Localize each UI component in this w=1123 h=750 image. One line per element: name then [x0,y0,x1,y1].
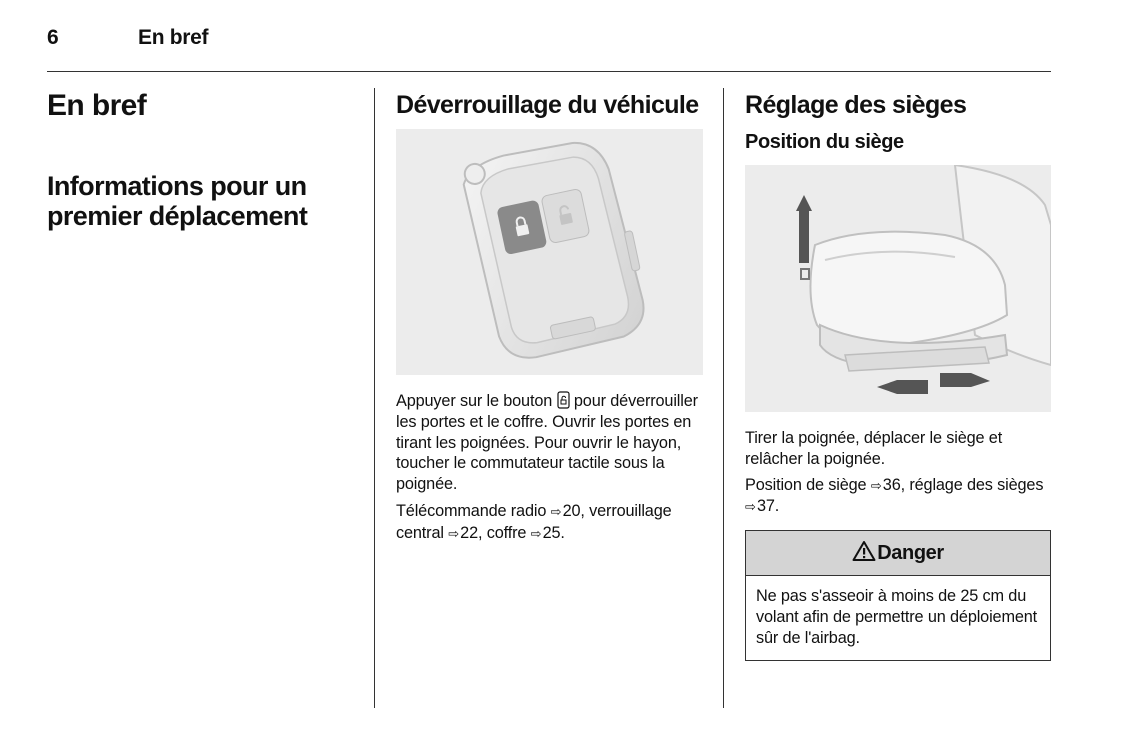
seat-references [745,475,1051,519]
ref-text-end: . [774,497,780,516]
unlock-text-end: pour déverrouiller les portes et le coffre. Ouvrir les portes en tirant les poignées. Pour ouvrir le hayon, toucher le commutateur tactile sous la poignée. [396,392,698,494]
page-ref-link[interactable]: 20 [562,501,581,520]
reference-arrow-icon: ⇨ [530,525,542,541]
unlock-section [396,89,706,545]
reference-arrow-icon: ⇨ [448,525,459,541]
danger-label: Danger [877,542,944,565]
warning-triangle-icon [852,534,876,556]
reference-arrow-icon: ⇨ [870,477,882,493]
header-rule [47,71,1051,72]
section-title: Informations pour un premier déplacement [47,171,308,231]
unlock-instructions [396,391,706,495]
seat-subheading: Position du siège [745,131,904,153]
ref-text-remote: Télécommande radio [396,501,551,520]
seat-section [745,89,1051,661]
running-header-title: En bref [138,26,209,49]
seat-instructions: Tirer la poignée, déplacer le siège et relâcher la poignée. [745,429,1003,468]
ref-text-seat-adjust: , réglage des sièges [900,475,1044,494]
unlock-icon [557,391,570,409]
ref-text-seat-position: Position de siège [745,475,871,494]
page-ref-link[interactable]: 37 [756,497,775,516]
page-ref-link[interactable]: 22 [460,523,478,542]
page-number: 6 [47,26,59,49]
key-remote-illustration [396,129,703,375]
seat-illustration [745,165,1051,412]
ref-text-central-lock: , verrouillage central [396,501,672,542]
column-divider-1 [374,88,375,708]
column-divider-2 [723,88,724,708]
seat-adjustment-icon [745,165,1051,412]
ref-text-end: . [560,523,565,542]
chapter-title: En bref [47,89,147,122]
reference-arrow-icon: ⇨ [550,503,562,519]
unlock-references [396,501,706,545]
unlock-heading: Déverrouillage du véhicule [396,91,699,119]
danger-header [746,531,1050,576]
unlock-text-start: Appuyer sur le bouton [396,392,553,410]
danger-notice [745,530,1051,660]
car-key-remote-icon [396,129,703,375]
reference-arrow-icon: ⇨ [745,499,756,515]
danger-text: Ne pas s'asseoir à moins de 25 cm du volant afin de permettre un déploiement sûr de l'airbag. [756,587,1038,647]
page-ref-link[interactable]: 36 [882,475,901,494]
page-ref-link[interactable]: 25 [542,523,561,542]
ref-text-trunk: , coffre [477,523,531,542]
seat-heading: Réglage des sièges [745,91,967,119]
